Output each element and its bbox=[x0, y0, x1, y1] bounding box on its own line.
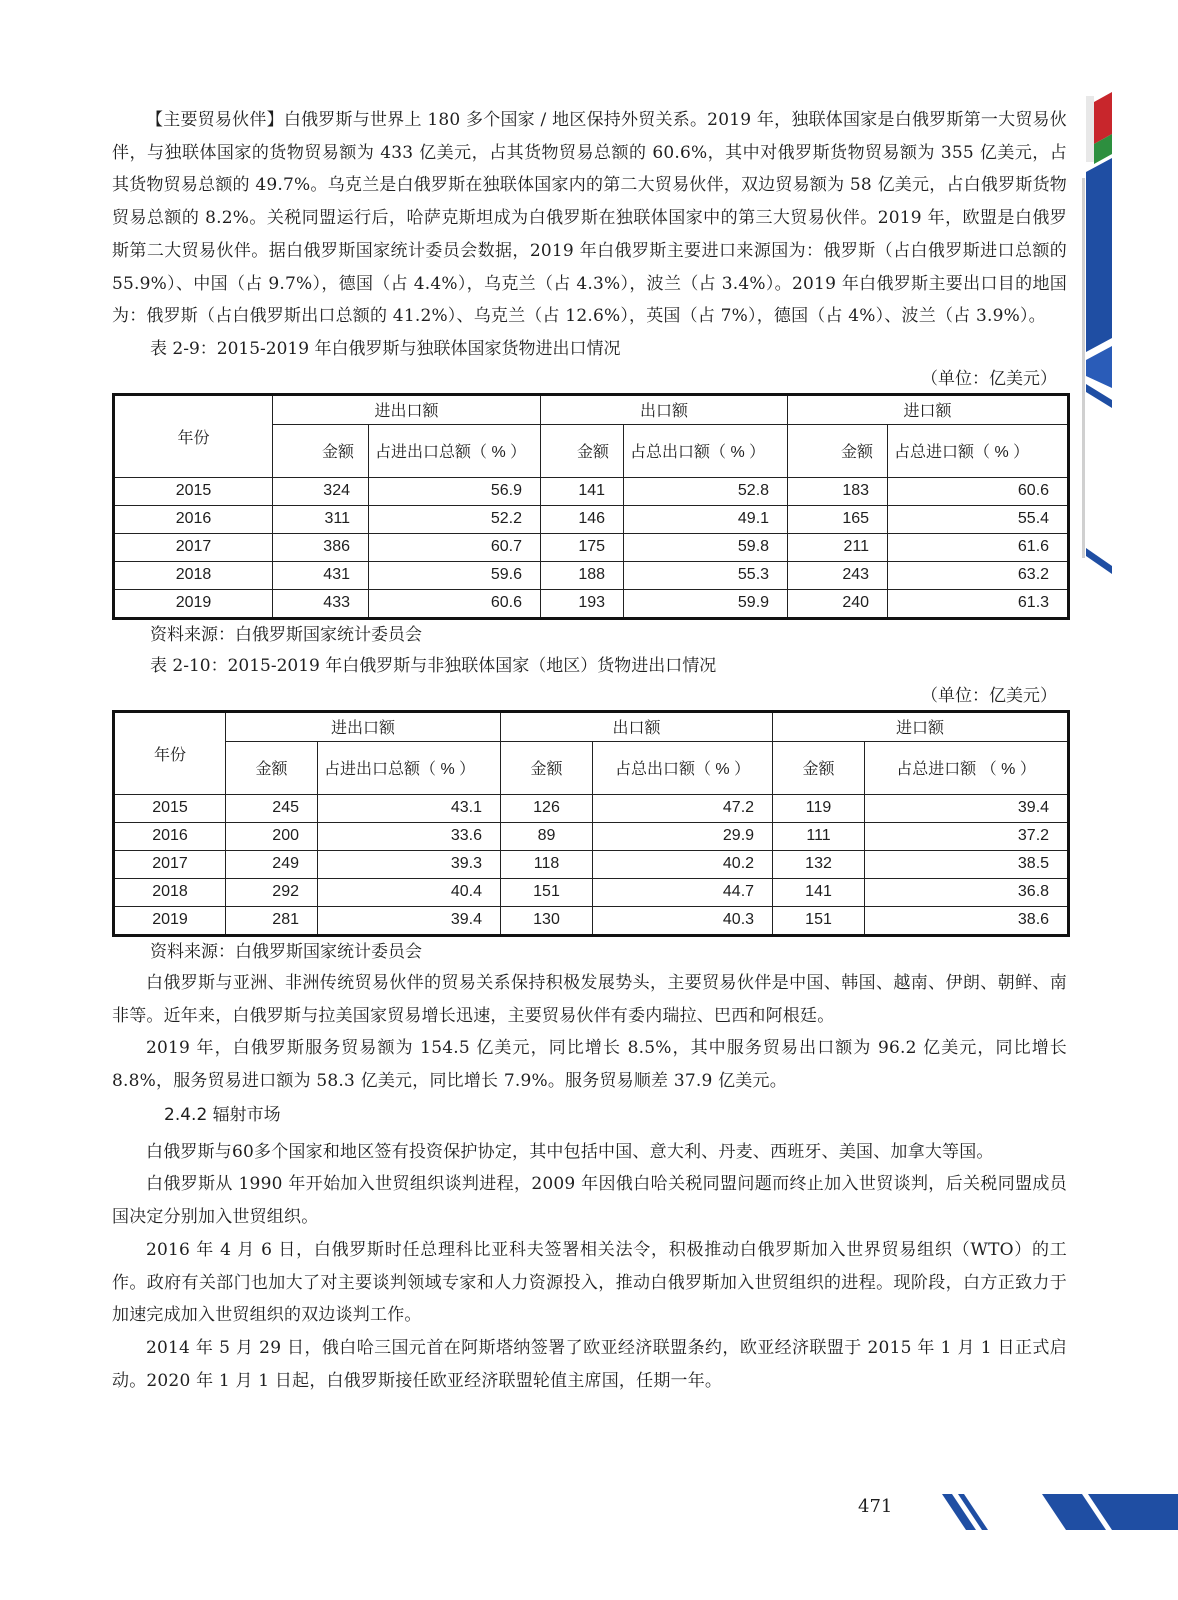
table2-amount-header: 金额 bbox=[773, 741, 865, 794]
table-cell: 60.7 bbox=[369, 533, 541, 561]
section-heading: 2.4.2 辐射市场 bbox=[164, 1104, 281, 1125]
table-row bbox=[114, 561, 1069, 589]
table-cell: 2018 bbox=[114, 561, 273, 589]
table-row bbox=[114, 477, 1069, 505]
table-cell: 39.4 bbox=[318, 906, 501, 935]
table-cell: 151 bbox=[501, 878, 593, 906]
table-cell: 132 bbox=[773, 850, 865, 878]
table1-source: 资料来源：白俄罗斯国家统计委员会 bbox=[150, 624, 422, 645]
flag-white-stripe bbox=[1086, 96, 1094, 162]
table-cell: 130 bbox=[501, 906, 593, 935]
table1-year-header: 年份 bbox=[114, 394, 273, 477]
table-cell: 38.5 bbox=[865, 850, 1069, 878]
table-cell: 200 bbox=[226, 822, 318, 850]
table-cell: 175 bbox=[541, 533, 624, 561]
table2-amount-header: 金额 bbox=[501, 741, 593, 794]
table-cell: 52.2 bbox=[369, 505, 541, 533]
table-cell: 2019 bbox=[114, 906, 226, 935]
table-cell: 111 bbox=[773, 822, 865, 850]
table-cell: 183 bbox=[788, 477, 888, 505]
table-cell: 2017 bbox=[114, 850, 226, 878]
table1-amount-header: 金额 bbox=[788, 424, 888, 477]
table-cell: 193 bbox=[541, 589, 624, 618]
blue-band-2 bbox=[1086, 346, 1112, 388]
table-cell: 2017 bbox=[114, 533, 273, 561]
footer-stripes bbox=[942, 1494, 1178, 1534]
table-cell: 39.3 bbox=[318, 850, 501, 878]
table2-pct-header: 占总进口额 （ % ） bbox=[865, 741, 1069, 794]
table-cell: 243 bbox=[788, 561, 888, 589]
paragraph-main-trade-partners: 【主要贸易伙伴】白俄罗斯与世界上 180 多个国家 / 地区保持外贸关系。2019 年，独联体国家是白俄罗斯第一大贸易伙伴，与独联体国家的货物贸易额为 433 亿美元，占其货物贸易总额的 60.6%，其中对俄罗斯货物贸易额为 355 亿美元，占其货物贸易总额的 49.7%。乌克兰是白俄罗斯在独联体国家内的第二大贸易伙伴，双边贸易额为 58 亿美元，占白俄罗斯货物贸易总额的 8.2%。关税同盟运行后，哈萨克斯坦成为白俄罗斯在独联体国家中的第三大贸易伙伴。2019 年，欧盟是白俄罗斯第二大贸易伙伴。据白俄罗斯国家统计委员会数据，2019 年白俄罗斯主要进口来源国为：俄罗斯（占白俄罗斯进口总额的 55.9%）、中国（占 9.7%），德国（占 4.4%），乌克兰（占 4.3%），波兰（占 3.4%）。2019 年白俄罗斯主要出口目的地国为：俄罗斯（占白俄罗斯出口总额的 41.2%）、乌克兰（占 12.6%），英国（占 7%），德国（占 4%）、波兰（占 3.9%）。 bbox=[112, 110, 1067, 327]
table2-year-header: 年份 bbox=[114, 711, 226, 794]
table1-pct-header: 占总进口额（ % ） bbox=[888, 424, 1069, 477]
blue-chevron-2 bbox=[1086, 548, 1112, 574]
table1-group-total: 进出口额 bbox=[273, 394, 541, 424]
table2-group-total: 进出口额 bbox=[226, 711, 501, 741]
table-cell: 40.4 bbox=[318, 878, 501, 906]
table-cell: 281 bbox=[226, 906, 318, 935]
table-cell: 40.2 bbox=[593, 850, 773, 878]
table-cell: 36.8 bbox=[865, 878, 1069, 906]
table-cell: 431 bbox=[273, 561, 369, 589]
side-decoration bbox=[1082, 88, 1116, 588]
table-cis-trade bbox=[112, 393, 1070, 620]
table-cell: 60.6 bbox=[888, 477, 1069, 505]
table1-amount-header: 金额 bbox=[541, 424, 624, 477]
table-cell: 2015 bbox=[114, 477, 273, 505]
paragraph-services-trade: 2019 年，白俄罗斯服务贸易额为 154.5 亿美元，同比增长 8.5%，其中服务贸易出口额为 96.2 亿美元，同比增长 8.8%，服务贸易进口额为 58.3 亿美元，同比增长 7.9%。服务贸易顺差 37.9 亿美元。 bbox=[112, 1038, 1067, 1092]
table-cell: 2016 bbox=[114, 822, 226, 850]
table-cell: 2016 bbox=[114, 505, 273, 533]
table-row bbox=[114, 794, 1069, 822]
table-cell: 47.2 bbox=[593, 794, 773, 822]
table-row bbox=[114, 906, 1069, 935]
table1-caption: 表 2-9：2015-2019 年白俄罗斯与独联体国家货物进出口情况 bbox=[150, 338, 621, 359]
table-non-cis-trade bbox=[112, 710, 1070, 937]
table1-amount-header: 金额 bbox=[273, 424, 369, 477]
table-cell: 249 bbox=[226, 850, 318, 878]
table2-amount-header: 金额 bbox=[226, 741, 318, 794]
table-cell: 211 bbox=[788, 533, 888, 561]
table-cell: 2019 bbox=[114, 589, 273, 618]
table-cell: 118 bbox=[501, 850, 593, 878]
table-cell: 59.8 bbox=[624, 533, 788, 561]
table-cell: 151 bbox=[773, 906, 865, 935]
table-row bbox=[114, 878, 1069, 906]
page-number: 471 bbox=[858, 1496, 893, 1517]
table-cell: 126 bbox=[501, 794, 593, 822]
table-cell: 245 bbox=[226, 794, 318, 822]
table-cell: 43.1 bbox=[318, 794, 501, 822]
table-cell: 56.9 bbox=[369, 477, 541, 505]
paragraph-wto-1990: 白俄罗斯从 1990 年开始加入世贸组织谈判进程，2009 年因俄白哈关税同盟问题而终止加入世贸谈判，后关税同盟成员国决定分别加入世贸组织。 bbox=[112, 1174, 1067, 1228]
table-cell: 292 bbox=[226, 878, 318, 906]
table-row bbox=[114, 822, 1069, 850]
table-cell: 60.6 bbox=[369, 589, 541, 618]
table-cell: 38.6 bbox=[865, 906, 1069, 935]
table-cell: 188 bbox=[541, 561, 624, 589]
table-cell: 119 bbox=[773, 794, 865, 822]
table-cell: 29.9 bbox=[593, 822, 773, 850]
table2-group-import: 进口额 bbox=[773, 711, 1069, 741]
table-row bbox=[114, 589, 1069, 618]
main-content bbox=[112, 104, 1067, 1397]
table1-unit: （单位：亿美元） bbox=[921, 368, 1057, 389]
table-cell: 63.2 bbox=[888, 561, 1069, 589]
table-cell: 2015 bbox=[114, 794, 226, 822]
table-cell: 61.3 bbox=[888, 589, 1069, 618]
blue-band-1 bbox=[1086, 158, 1112, 352]
table-cell: 59.9 bbox=[624, 589, 788, 618]
table-cell: 55.3 bbox=[624, 561, 788, 589]
table1-pct-header: 占总出口额（ % ） bbox=[624, 424, 788, 477]
paragraph-investment-agreements: 白俄罗斯与60多个国家和地区签有投资保护协定，其中包括中国、意大利、丹麦、西班牙、美国、加拿大等国。 bbox=[146, 1141, 994, 1162]
table2-pct-header: 占总出口额（ % ） bbox=[593, 741, 773, 794]
table-cell: 39.4 bbox=[865, 794, 1069, 822]
table-cell: 49.1 bbox=[624, 505, 788, 533]
paragraph-wto-2016: 2016 年 4 月 6 日，白俄罗斯时任总理科比亚科夫签署相关法令，积极推动白俄罗斯加入世界贸易组织（WTO）的工作。政府有关部门也加大了对主要谈判领域专家和人力资源投入，推动白俄罗斯加入世贸组织的进程。现阶段，白方正致力于加速完成加入世贸组织的双边谈判工作。 bbox=[112, 1239, 1067, 1326]
table-row bbox=[114, 533, 1069, 561]
table-cell: 324 bbox=[273, 477, 369, 505]
table-cell: 61.6 bbox=[888, 533, 1069, 561]
table-cell: 433 bbox=[273, 589, 369, 618]
blue-chevron-1 bbox=[1086, 384, 1112, 408]
table-cell: 386 bbox=[273, 533, 369, 561]
table-cell: 2018 bbox=[114, 878, 226, 906]
table1-group-export: 出口额 bbox=[541, 394, 788, 424]
table-cell: 37.2 bbox=[865, 822, 1069, 850]
table-cell: 311 bbox=[273, 505, 369, 533]
table-cell: 33.6 bbox=[318, 822, 501, 850]
table-row bbox=[114, 505, 1069, 533]
table2-group-export: 出口额 bbox=[501, 711, 773, 741]
paragraph-eaeu: 2014 年 5 月 29 日，俄白哈三国元首在阿斯塔纳签署了欧亚经济联盟条约，欧亚经济联盟于 2015 年 1 月 1 日正式启动。2020 年 1 月 1 日起，白俄罗斯接任欧亚经济联盟轮值主席国，任期一年。 bbox=[112, 1337, 1067, 1391]
table-cell: 55.4 bbox=[888, 505, 1069, 533]
gray-rule bbox=[1082, 178, 1085, 558]
table-cell: 141 bbox=[773, 878, 865, 906]
table-cell: 165 bbox=[788, 505, 888, 533]
table2-unit: （单位：亿美元） bbox=[921, 685, 1057, 706]
table2-pct-header: 占进出口总额（ % ） bbox=[318, 741, 501, 794]
paragraph-asia-africa: 白俄罗斯与亚洲、非洲传统贸易伙伴的贸易关系保持积极发展势头，主要贸易伙伴是中国、韩国、越南、伊朗、朝鲜、南非等。近年来，白俄罗斯与拉美国家贸易增长迅速，主要贸易伙伴有委内瑞拉、巴西和阿根廷。 bbox=[112, 972, 1067, 1026]
table-cell: 146 bbox=[541, 505, 624, 533]
table-cell: 40.3 bbox=[593, 906, 773, 935]
table-cell: 141 bbox=[541, 477, 624, 505]
table2-caption: 表 2-10：2015-2019 年白俄罗斯与非独联体国家（地区）货物进出口情况 bbox=[150, 655, 717, 676]
table2-source: 资料来源：白俄罗斯国家统计委员会 bbox=[150, 941, 422, 962]
table-cell: 89 bbox=[501, 822, 593, 850]
table-cell: 240 bbox=[788, 589, 888, 618]
table1-group-import: 进口额 bbox=[788, 394, 1069, 424]
table1-pct-header: 占进出口总额（ % ） bbox=[369, 424, 541, 477]
table-row bbox=[114, 850, 1069, 878]
table-cell: 44.7 bbox=[593, 878, 773, 906]
table-cell: 59.6 bbox=[369, 561, 541, 589]
table-cell: 52.8 bbox=[624, 477, 788, 505]
